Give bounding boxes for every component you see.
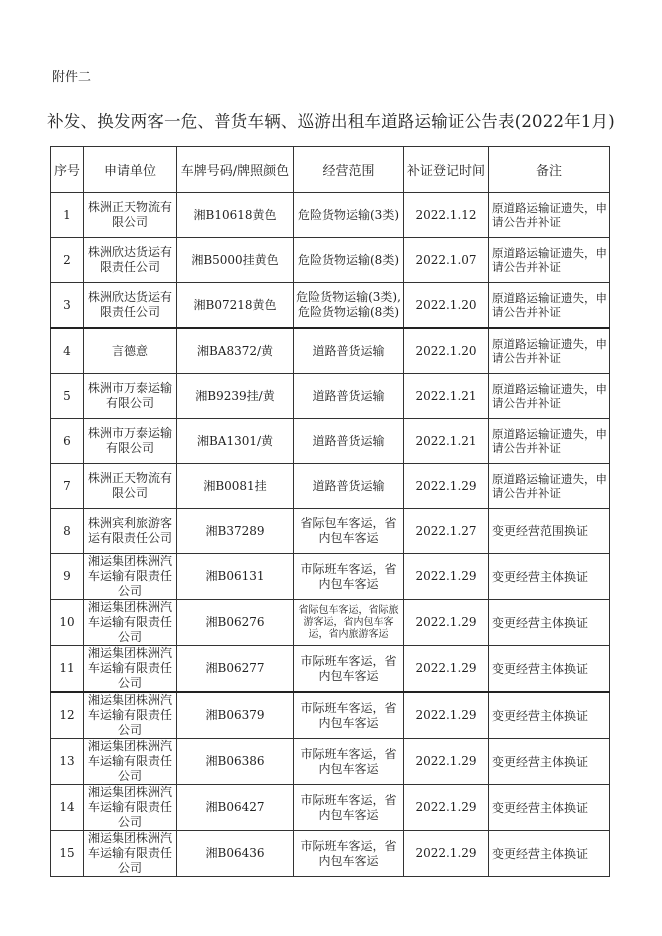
cell-no: 4 [51,328,84,374]
page-title: 补发、换发两客一危、普货车辆、巡游出租车道路运输证公告表(2022年1月) [47,112,615,131]
cell-date: 2022.1.07 [404,238,489,283]
table-row [51,785,610,831]
cell-no: 1 [51,193,84,238]
cell-unit: 湘运集团株洲汽车运输有限责任公司 [84,831,177,877]
cell-note: 变更经营主体换证 [489,739,610,785]
table-row [51,831,610,877]
cell-unit: 湘运集团株洲汽车运输有限责任公司 [84,600,177,646]
cell-note: 原道路运输证遗失，申请公告并补证 [489,238,610,283]
cell-unit: 株洲正天物流有限公司 [84,464,177,509]
header-scope: 经营范围 [294,147,404,193]
announcement-table [50,146,610,877]
cell-plate: 湘B06436 [177,831,294,877]
cell-unit: 株洲欣达货运有限责任公司 [84,238,177,283]
cell-date: 2022.1.20 [404,283,489,329]
table-row [51,238,610,283]
cell-plate: 湘B06131 [177,554,294,600]
cell-no: 7 [51,464,84,509]
table-row [51,509,610,554]
cell-unit: 株洲宾利旅游客运有限责任公司 [84,509,177,554]
header-note: 备注 [489,147,610,193]
cell-scope: 道路普货运输 [294,419,404,464]
cell-note: 变更经营范围换证 [489,509,610,554]
cell-no: 5 [51,374,84,419]
cell-date: 2022.1.29 [404,554,489,600]
cell-scope: 市际班车客运，省内包车客运 [294,785,404,831]
table-row [51,554,610,600]
cell-unit: 湘运集团株洲汽车运输有限责任公司 [84,692,177,739]
cell-unit: 湘运集团株洲汽车运输有限责任公司 [84,739,177,785]
cell-unit: 言德意 [84,328,177,374]
cell-plate: 湘B9239挂/黄 [177,374,294,419]
cell-plate: 湘B06386 [177,739,294,785]
cell-no: 3 [51,283,84,329]
cell-note: 变更经营主体换证 [489,646,610,693]
cell-unit: 湘运集团株洲汽车运输有限责任公司 [84,554,177,600]
cell-scope: 市际班车客运，省内包车客运 [294,646,404,693]
cell-no: 8 [51,509,84,554]
cell-no: 11 [51,646,84,693]
table-row [51,374,610,419]
cell-note: 变更经营主体换证 [489,554,610,600]
table-row [51,283,610,329]
table-row [51,328,610,374]
cell-scope: 危险货物运输(8类) [294,238,404,283]
cell-no: 14 [51,785,84,831]
cell-plate: 湘B07218黄色 [177,283,294,329]
cell-plate: 湘B06379 [177,692,294,739]
cell-date: 2022.1.29 [404,600,489,646]
table-row [51,464,610,509]
cell-plate: 湘B0081挂 [177,464,294,509]
cell-scope: 市际班车客运，省内包车客运 [294,831,404,877]
cell-date: 2022.1.29 [404,785,489,831]
table-row [51,692,610,739]
cell-no: 12 [51,692,84,739]
table-row [51,646,610,693]
table-row [51,600,610,646]
cell-note: 原道路运输证遗失，申请公告并补证 [489,464,610,509]
cell-date: 2022.1.20 [404,328,489,374]
cell-note: 变更经营主体换证 [489,692,610,739]
cell-note: 变更经营主体换证 [489,600,610,646]
cell-scope: 市际班车客运，省内包车客运 [294,554,404,600]
cell-plate: 湘B10618黄色 [177,193,294,238]
cell-scope: 省际包车客运，省内包车客运 [294,509,404,554]
cell-date: 2022.1.21 [404,374,489,419]
cell-scope: 省际包车客运，省际旅游客运，省内包车客运，省内旅游客运 [294,600,404,646]
cell-date: 2022.1.29 [404,739,489,785]
cell-note: 原道路运输证遗失，申请公告并补证 [489,283,610,329]
cell-date: 2022.1.27 [404,509,489,554]
cell-date: 2022.1.29 [404,831,489,877]
cell-unit: 湘运集团株洲汽车运输有限责任公司 [84,646,177,693]
header-plate: 车牌号码/牌照颜色 [177,147,294,193]
cell-note: 原道路运输证遗失，申请公告并补证 [489,193,610,238]
cell-unit: 株洲欣达货运有限责任公司 [84,283,177,329]
cell-no: 15 [51,831,84,877]
cell-no: 2 [51,238,84,283]
cell-plate: 湘B06276 [177,600,294,646]
cell-scope: 道路普货运输 [294,328,404,374]
cell-unit: 湘运集团株洲汽车运输有限责任公司 [84,785,177,831]
cell-date: 2022.1.21 [404,419,489,464]
cell-unit: 株洲市万泰运输有限公司 [84,374,177,419]
cell-unit: 株洲市万泰运输有限公司 [84,419,177,464]
cell-note: 原道路运输证遗失，申请公告并补证 [489,374,610,419]
cell-no: 9 [51,554,84,600]
table-row [51,193,610,238]
cell-date: 2022.1.29 [404,692,489,739]
cell-no: 13 [51,739,84,785]
cell-scope: 道路普货运输 [294,464,404,509]
header-unit: 申请单位 [84,147,177,193]
cell-scope: 市际班车客运，省内包车客运 [294,692,404,739]
header-no: 序号 [51,147,84,193]
cell-plate: 湘BA8372/黄 [177,328,294,374]
cell-scope: 危险货物运输(3类) [294,193,404,238]
table-header-row [51,147,610,193]
cell-plate: 湘B06277 [177,646,294,693]
cell-unit: 株洲正天物流有限公司 [84,193,177,238]
table-row [51,419,610,464]
cell-note: 变更经营主体换证 [489,831,610,877]
table-row [51,739,610,785]
cell-scope: 危险货物运输(3类),危险货物运输(8类) [294,283,404,329]
cell-plate: 湘B5000挂黄色 [177,238,294,283]
cell-note: 变更经营主体换证 [489,785,610,831]
cell-note: 原道路运输证遗失，申请公告并补证 [489,419,610,464]
header-date: 补证登记时间 [404,147,489,193]
cell-no: 6 [51,419,84,464]
cell-date: 2022.1.29 [404,464,489,509]
attachment-label: 附件二 [52,70,92,85]
cell-note: 原道路运输证遗失，申请公告并补证 [489,328,610,374]
cell-plate: 湘B37289 [177,509,294,554]
cell-no: 10 [51,600,84,646]
cell-date: 2022.1.29 [404,646,489,693]
cell-plate: 湘BA1301/黄 [177,419,294,464]
cell-plate: 湘B06427 [177,785,294,831]
cell-date: 2022.1.12 [404,193,489,238]
cell-scope: 道路普货运输 [294,374,404,419]
cell-scope: 市际班车客运，省内包车客运 [294,739,404,785]
